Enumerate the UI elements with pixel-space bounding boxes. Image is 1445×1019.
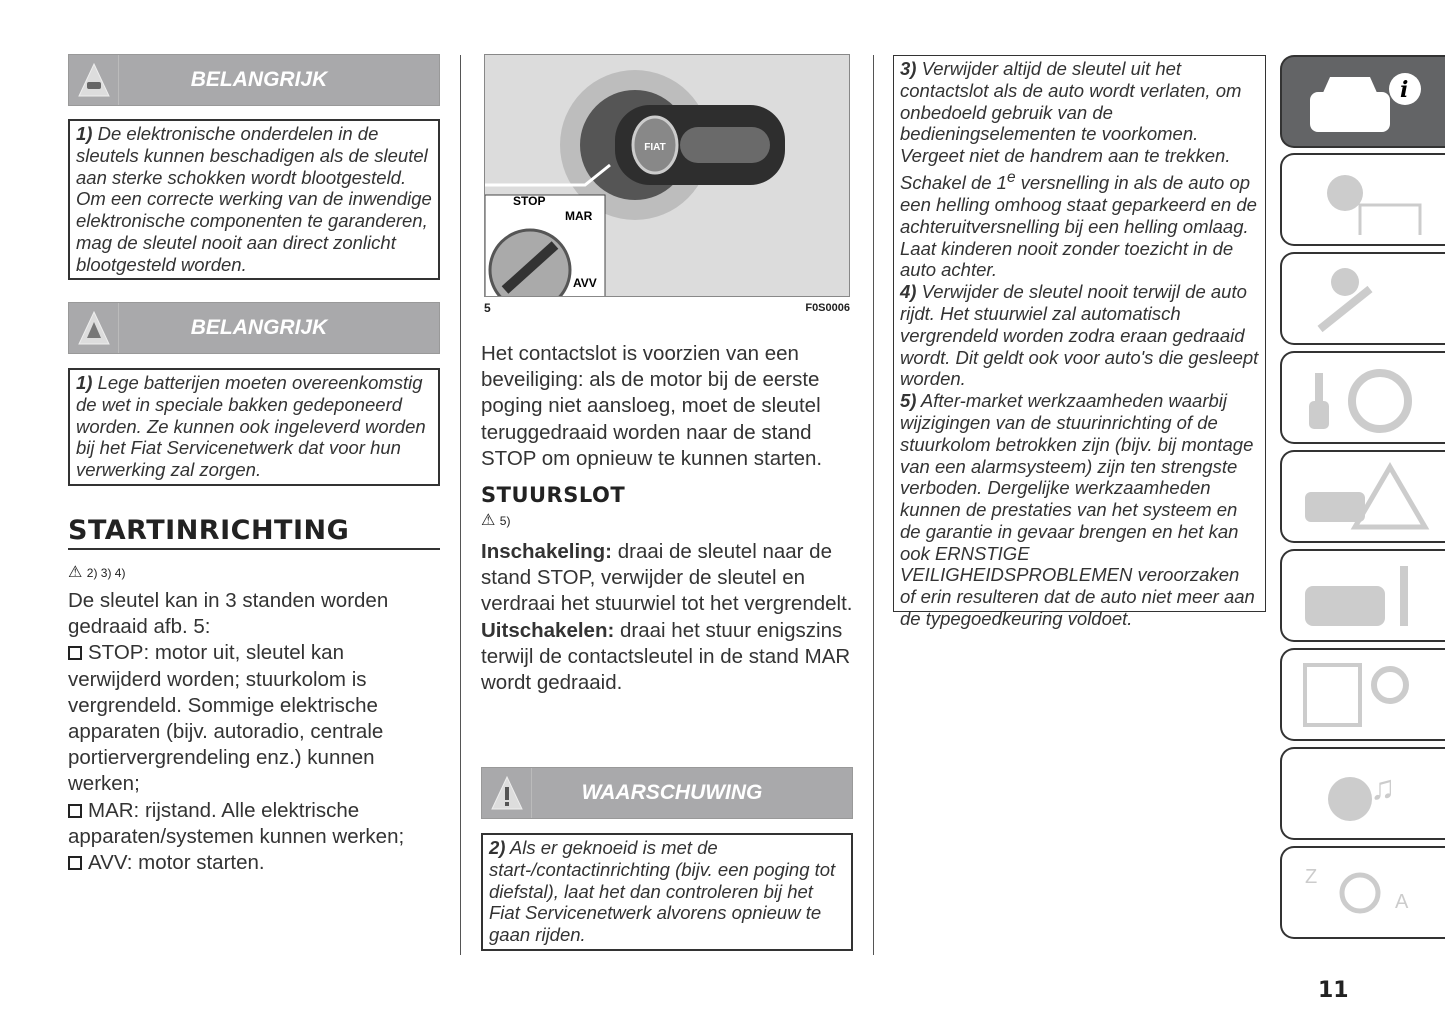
tab-lights-messages[interactable] <box>1280 153 1445 246</box>
refs-text: 5) <box>499 514 511 528</box>
tab-car-info[interactable] <box>1280 55 1445 148</box>
svg-text:MAR: MAR <box>565 209 593 223</box>
tab-multimedia[interactable] <box>1280 747 1445 840</box>
environment-icon <box>69 303 119 353</box>
svg-text:AVV: AVV <box>573 276 597 290</box>
note-box: 1) Lege batterijen moeten overeenkomstig de wet in speciale bakken gedeponeerd worden. Ze kunnen ook ingeleverd worden bij het Fiat Servicenetwerk dat voor hun verwerking zal zorgen. <box>68 368 440 486</box>
label: Inschakeling: <box>481 540 613 563</box>
bullet-square-icon <box>68 856 82 870</box>
note-header-title: BELANGRIJK <box>190 68 328 91</box>
note-header-important <box>68 302 440 354</box>
svg-text:FIAT: FIAT <box>644 142 666 153</box>
warning-refs <box>481 510 510 530</box>
figure-number: 5 <box>484 301 491 315</box>
tab-maintenance[interactable] <box>1280 549 1445 642</box>
warning-icon: ⚠ <box>68 564 83 581</box>
tab-index[interactable] <box>1280 846 1445 939</box>
page-number: 11 <box>1318 978 1349 1003</box>
tab-safety[interactable] <box>1280 252 1445 345</box>
note-header-warning <box>481 767 853 819</box>
svg-text:STOP: STOP <box>513 194 546 208</box>
list-item: STOP: motor uit, sleutel kan verwijderd worden; stuurkolom is vergrendeld. Sommige elektrische apparaten (bijv. autoradio, centrale portiervergrendeling enz.) kunnen werken; <box>68 641 384 796</box>
svg-text:A: A <box>1395 890 1409 913</box>
refs-text: 2) 3) 4) <box>86 566 126 580</box>
note-box: 3) Verwijder altijd de sleutel uit het contactslot als de auto wordt verlaten, om onbedoeld gebruik van de bedieningselementen te voorkomen. Vergeet niet de handrem aan te trekken. Schakel de 1e versnelling in als de auto op een helling omhoog staat geparkeerd en de achteruitversnelling bij een helling omlaag. Laat kinderen nooit zonder toezicht in de auto achter. 4) Verwijder de sleutel nooit terwijl de auto rijdt. Het stuurwiel zal automatisch vergrendeld worden zodra eraan gedraaid wordt. Dit geldt ook voor auto's die gesleept worden. 5) After-market werkzaamheden waarbij wijzigingen van de stuurinrichting of de stuurkolom betrokken zijn (bijv. bij montage van een alarmsysteem) zijn ten strengste verboden. Dergelijke werkzaamheden kunnen de prestaties van het systeem en de garantie in gevaar brengen en het kan ook ERNSTIGE VEILIGHEIDSPROBLEMEN veroorzaken of erin resulteren dat de auto niet meer aan de typegoedkeuring voldoet. <box>893 55 1266 612</box>
warning-icon <box>482 768 532 818</box>
data-gear-icon <box>1300 660 1430 730</box>
note-header-title: BELANGRIJK <box>190 316 328 339</box>
car-warning-icon <box>69 55 119 105</box>
index-search-icon <box>1300 858 1430 928</box>
figure-code: F0S0006 <box>805 302 850 314</box>
section-heading: STUURSLOT <box>481 483 626 507</box>
note-header-title: WAARSCHUWING <box>581 781 763 804</box>
airbag-seatbelt-icon <box>1300 264 1430 334</box>
body-text <box>68 588 440 876</box>
warning-icon: ⚠ <box>481 512 496 529</box>
svg-text:i: i <box>1400 76 1409 103</box>
tab-technical-data[interactable] <box>1280 648 1445 741</box>
car-service-icon <box>1300 561 1430 631</box>
tab-emergency[interactable] <box>1280 450 1445 543</box>
note-box: 2) Als er geknoeid is met de start-/contactinrichting (bijv. een poging tot diefstal), laat het dan controleren bij het Fiat Servicenetwerk alvorens opnieuw te gaan rijden. <box>481 833 853 951</box>
svg-text:Z: Z <box>1305 865 1318 888</box>
body-text: Het contactslot is voorzien van een beveiliging: als de motor bij de eerste poging niet aansloeg, moet de sleutel teruggedraaid worden naar de stand STOP om opnieuw te kunnen starten. <box>481 342 823 470</box>
list-item: MAR: rijstand. Alle elektrische apparaten/systemen kunnen werken; <box>68 798 405 848</box>
lights-message-icon <box>1300 165 1430 235</box>
car-info-icon <box>1300 67 1430 137</box>
intro-text: De sleutel kan in 3 standen worden gedraaid afb. 5: <box>68 589 389 639</box>
key-steering-icon <box>1300 363 1430 433</box>
note-box: 1) De elektronische onderdelen in de sleutels kunnen beschadigen als de sleutel aan sterke schokken wordt blootgesteld. Om een correcte werking van de inwendige elektronische componenten te garanderen, mag de sleutel nooit aan direct zonlicht blootgesteld worden. <box>68 119 440 280</box>
figure-ignition-key <box>484 54 850 297</box>
bullet-square-icon <box>68 804 82 818</box>
bullet-square-icon <box>68 646 82 660</box>
svg-text:♫: ♫ <box>1370 768 1396 807</box>
section-heading: STARTINRICHTING <box>68 515 440 550</box>
multimedia-icon <box>1300 759 1430 829</box>
tab-starting-driving[interactable] <box>1280 351 1445 444</box>
list-item: AVV: motor starten. <box>68 850 440 876</box>
note-header-important <box>68 54 440 106</box>
breakdown-icon <box>1300 462 1430 532</box>
body-text: Inschakeling: draai de sleutel naar de stand STOP, verwijder de sleutel en verdraai het stuurwiel tot het vergrendelt. Uitschakelen: draai het stuur enigszins terwijl de contactsleutel in de stand MAR wordt gedraaid. <box>481 540 853 695</box>
label: Uitschakelen: <box>481 618 615 642</box>
warning-refs <box>68 562 125 582</box>
